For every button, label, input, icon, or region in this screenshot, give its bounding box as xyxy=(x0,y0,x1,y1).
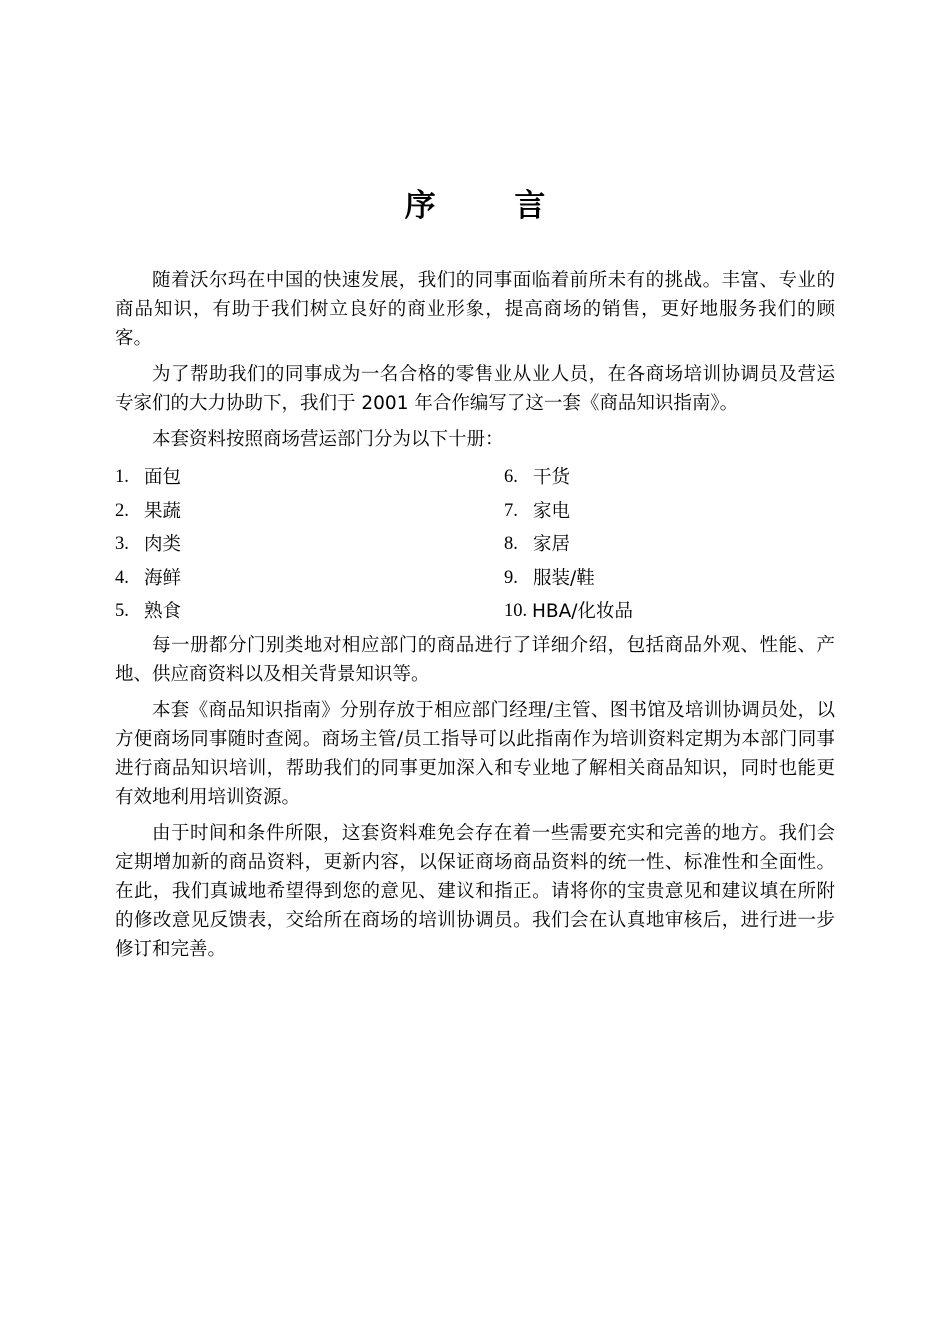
volume-name: 干货 xyxy=(533,467,571,489)
volume-name: 服装/鞋 xyxy=(533,567,595,589)
paragraph-contents: 每一册都分门别类地对相应部门的商品进行了详细介绍，包括商品外观、性能、产地、供应商资料以及相关背景知识等。 xyxy=(115,634,835,685)
volume-number: 9. xyxy=(504,567,518,588)
volume-name: 家电 xyxy=(533,500,571,522)
volume-number: 10. xyxy=(504,601,528,622)
volume-name: 熟食 xyxy=(144,601,182,623)
volume-name: 海鲜 xyxy=(144,567,182,589)
volume-item xyxy=(115,528,504,562)
volume-item xyxy=(504,461,835,495)
page-title: 序 言 xyxy=(404,188,580,224)
volume-number: 6. xyxy=(504,467,518,488)
volume-item xyxy=(504,528,835,562)
paragraph-usage: 本套《商品知识指南》分别存放于相应部门经理/主管、图书馆及培训协调员处，以方便商场同事随时查阅。商场主管/员工指导可以此指南作为培训资料定期为本部门同事进行商品知识培训，帮助我们的同事更加深入和专业地了解相关商品知识，同时也能更有效地利用培训资源。 xyxy=(115,699,835,808)
preface-body xyxy=(115,266,835,971)
volume-item xyxy=(115,595,504,629)
volume-name: 家居 xyxy=(533,534,571,556)
volume-name: 面包 xyxy=(144,467,182,489)
volume-number: 8. xyxy=(504,534,518,555)
volume-name: 肉类 xyxy=(144,534,182,556)
volume-name: 果蔬 xyxy=(144,500,182,522)
volume-item xyxy=(504,562,835,596)
paragraph-volumes-lead: 本套资料按照商场营运部门分为以下十册： xyxy=(152,429,504,450)
volume-name: HBA/化妆品 xyxy=(532,601,633,623)
paragraph-intro: 随着沃尔玛在中国的快速发展，我们的同事面临着前所未有的挑战。丰富、专业的商品知识，有助于我们树立良好的商业形象，提高商场的销售，更好地服务我们的顾客。 xyxy=(115,270,835,349)
volume-list xyxy=(115,461,835,629)
volume-item xyxy=(115,461,504,495)
volume-number: 3. xyxy=(115,534,129,555)
volume-number: 5. xyxy=(115,601,129,622)
volume-item xyxy=(504,495,835,529)
paragraph-purpose: 为了帮助我们的同事成为一名合格的零售业从业人员，在各商场培训协调员及营运专家们的大力协助下，我们于 2001 年合作编写了这一套《商品知识指南》。 xyxy=(115,364,835,414)
volume-number: 2. xyxy=(115,500,129,521)
paragraph-feedback: 由于时间和条件所限，这套资料难免会存在着一些需要充实和完善的地方。我们会定期增加新的商品资料，更新内容，以保证商场商品资料的统一性、标准性和全面性。在此，我们真诚地希望得到您的意见、建议和指正。请将你的宝贵意见和建议填在所附的修改意见反馈表，交给所在商场的培训协调员。我们会在认真地审核后，进行进一步修订和完善。 xyxy=(115,822,835,960)
volume-item xyxy=(504,595,835,629)
volume-item xyxy=(115,562,504,596)
volume-item xyxy=(115,495,504,529)
volume-number: 4. xyxy=(115,567,129,588)
volume-number: 7. xyxy=(504,500,518,521)
volume-number: 1. xyxy=(115,467,129,488)
